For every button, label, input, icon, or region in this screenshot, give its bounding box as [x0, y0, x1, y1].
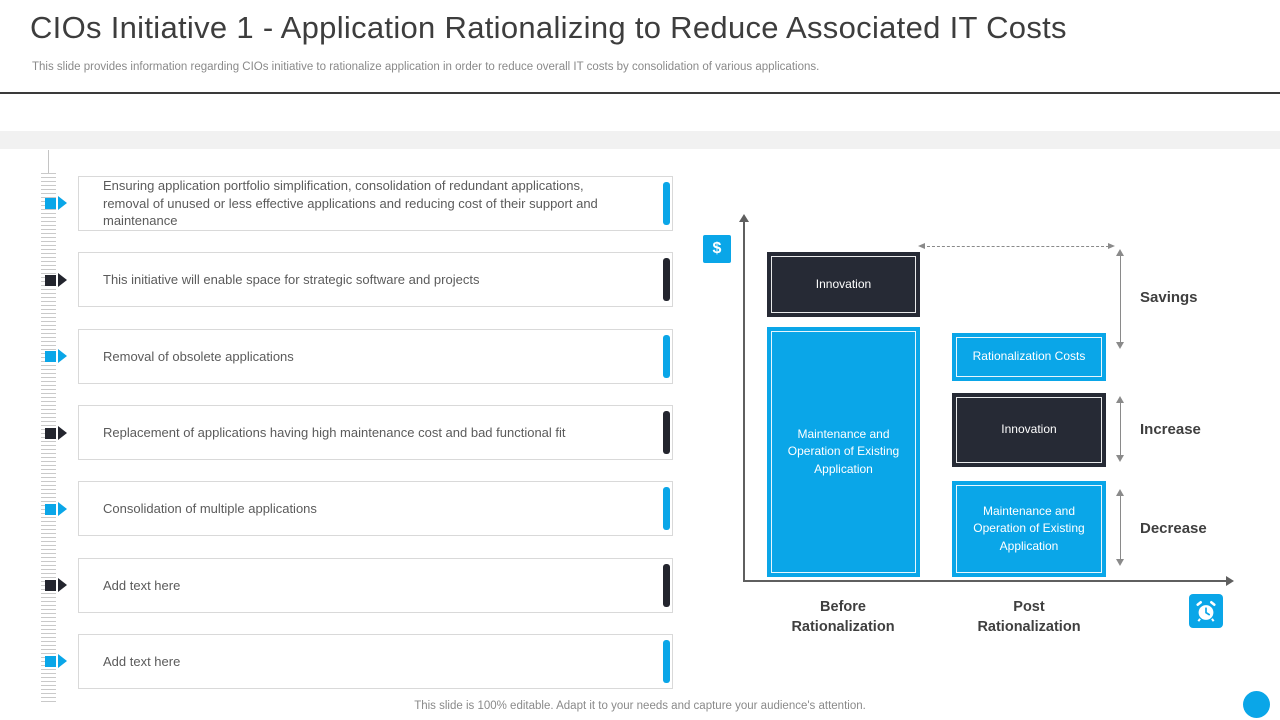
post-innovation-box — [952, 393, 1106, 467]
list-item-text: Replacement of applications having high maintenance cost and bad functional fit — [103, 424, 566, 440]
post-rationalization-costs-label: Rationalization Costs — [972, 349, 1086, 364]
x-axis-arrowhead-icon — [1226, 576, 1234, 586]
accent-bar — [663, 258, 670, 301]
savings-arrow — [1115, 249, 1125, 349]
dollar-icon: $ — [703, 235, 731, 263]
bullet-icon — [45, 196, 67, 210]
dashed-arrowhead-left-icon — [918, 243, 925, 249]
gray-band — [0, 131, 1280, 149]
post-maintenance-box — [952, 481, 1106, 577]
accent-bar — [663, 640, 670, 683]
bullet-arrow-icon — [58, 502, 67, 516]
list-item-text: Add text here — [103, 653, 181, 669]
arrow-line — [1120, 400, 1121, 458]
list-item-box[interactable] — [78, 558, 673, 613]
y-axis — [743, 222, 745, 582]
accent-bar — [663, 411, 670, 454]
post-maintenance-label: Maintenance and Operation of Existing Application — [973, 503, 1085, 553]
bullet-arrow-icon — [58, 426, 67, 440]
accent-bar — [663, 487, 670, 530]
divider-line — [0, 92, 1280, 94]
decorative-circle — [1243, 691, 1270, 718]
savings-label: Savings — [1140, 289, 1198, 306]
bullet-arrow-icon — [58, 349, 67, 363]
arrowhead-down-icon — [1116, 559, 1124, 566]
list-item-text: Ensuring application portfolio simplification, consolidation of redundant applications, removal of unused or less effective applications and reducing cost of their support and maintenance — [103, 178, 598, 229]
list-item-text: Add text here — [103, 577, 181, 593]
increase-arrow — [1115, 396, 1125, 462]
bullet-square-icon — [45, 580, 56, 591]
bullet-icon — [45, 426, 67, 440]
list-item-box — [78, 405, 673, 460]
list-item-box[interactable] — [78, 634, 673, 689]
slide-subtitle: This slide provides information regarding CIOs initiative to rationalize application in order to reduce overall IT costs by consolidation of various applications. — [32, 61, 820, 73]
accent-bar — [663, 564, 670, 607]
list-item-box — [78, 481, 673, 536]
bullet-arrow-icon — [58, 196, 67, 210]
footer-note: This slide is 100% editable. Adapt it to your needs and capture your audience's attention. — [414, 700, 866, 712]
bullet-square-icon — [45, 656, 56, 667]
dashed-arrowhead-right-icon — [1108, 243, 1115, 249]
alarm-clock-icon — [1189, 594, 1223, 628]
y-axis-arrowhead-icon — [739, 214, 749, 222]
list-item-text: Consolidation of multiple applications — [103, 500, 317, 516]
accent-bar — [663, 182, 670, 225]
post-innovation-label: Innovation — [1001, 422, 1057, 437]
bullet-icon — [45, 273, 67, 287]
bullet-arrow-icon — [58, 654, 67, 668]
decrease-label: Decrease — [1140, 520, 1207, 537]
x-axis — [743, 580, 1227, 582]
bullet-icon — [45, 578, 67, 592]
before-maintenance-box — [767, 327, 920, 577]
list-item-box — [78, 252, 673, 307]
list-item-text: Removal of obsolete applications — [103, 348, 294, 364]
post-rationalization-costs-box — [952, 333, 1106, 381]
before-innovation-box — [767, 252, 920, 317]
page-title: CIOs Initiative 1 - Application Rationalizing to Reduce Associated IT Costs — [30, 10, 1067, 45]
before-maintenance-label: Maintenance and Operation of Existing Application — [787, 426, 900, 476]
bullet-square-icon — [45, 351, 56, 362]
ruler-stem — [48, 150, 49, 174]
before-innovation-label: Innovation — [815, 276, 872, 291]
bullet-square-icon — [45, 198, 56, 209]
list-item-box — [78, 329, 673, 384]
bullet-icon — [45, 502, 67, 516]
arrowhead-down-icon — [1116, 342, 1124, 349]
arrowhead-down-icon — [1116, 455, 1124, 462]
decrease-arrow — [1115, 489, 1125, 566]
dashed-span-arrow — [927, 246, 1109, 247]
list-item-text: This initiative will enable space for strategic software and projects — [103, 271, 480, 287]
increase-label: Increase — [1140, 421, 1201, 438]
bullet-square-icon — [45, 504, 56, 515]
bullet-square-icon — [45, 275, 56, 286]
arrow-line — [1120, 253, 1121, 345]
bullet-icon — [45, 349, 67, 363]
arrow-line — [1120, 493, 1121, 562]
bullet-arrow-icon — [58, 578, 67, 592]
accent-bar — [663, 335, 670, 378]
before-axis-label: Before Rationalization — [791, 599, 895, 635]
list-item-box — [78, 176, 673, 231]
bullet-arrow-icon — [58, 273, 67, 287]
bullet-icon — [45, 654, 67, 668]
post-axis-label: Post Rationalization — [977, 599, 1081, 635]
bullet-square-icon — [45, 428, 56, 439]
